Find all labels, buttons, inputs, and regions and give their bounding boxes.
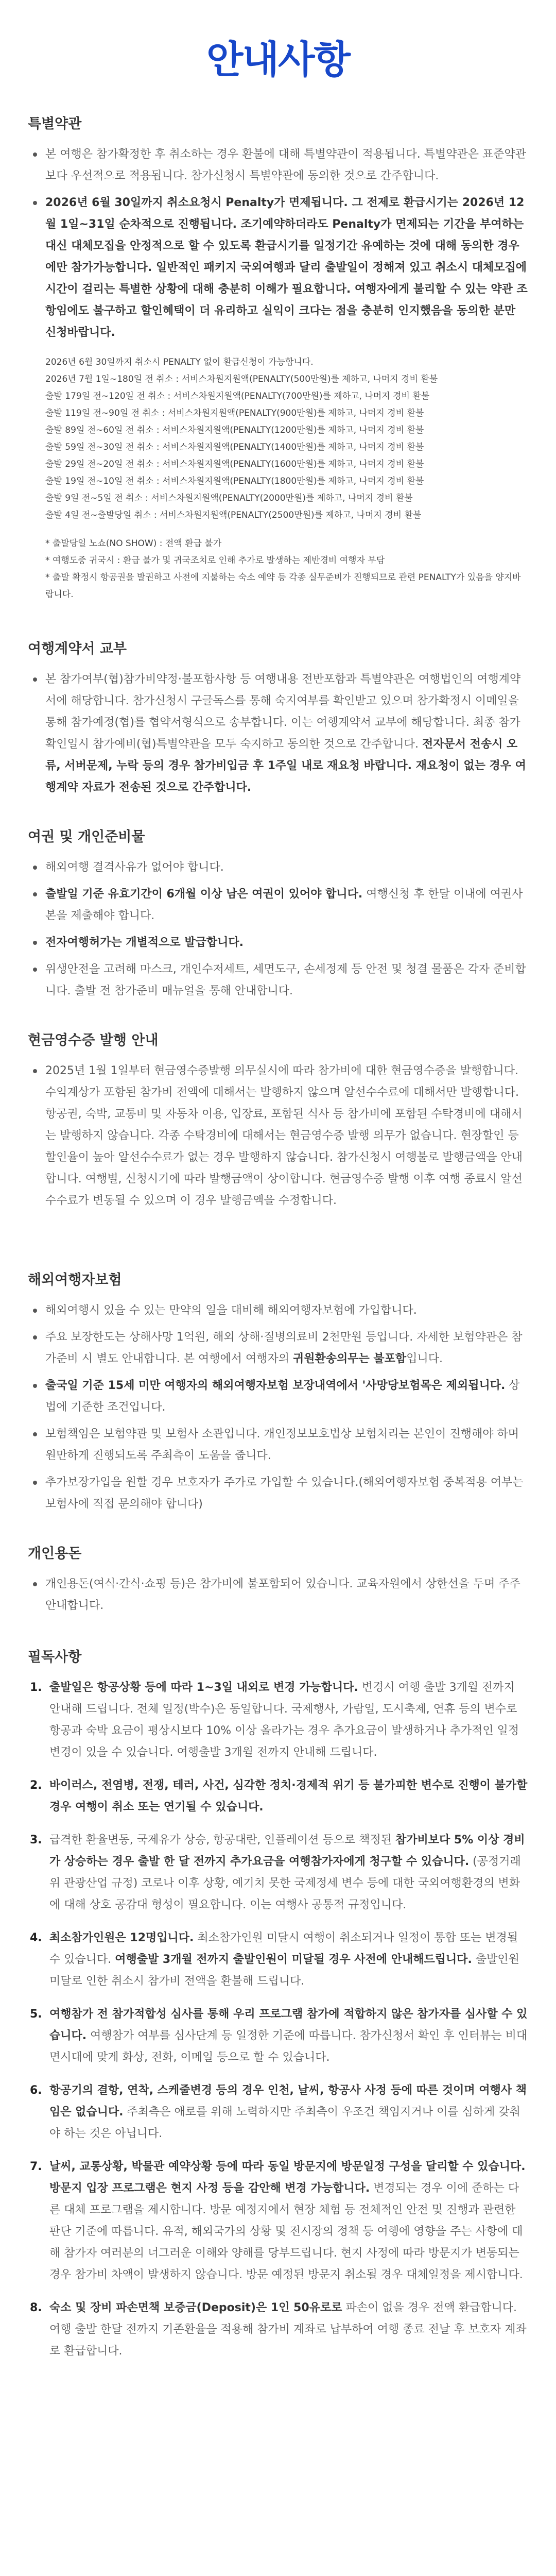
list-item (28, 2297, 528, 2362)
section-title: 현금영수증 발행 안내 (28, 1032, 159, 1048)
item-text-strong: 항공기의 결항, 연착, 스케줄변경 등의 경우 인천, 날씨, 항공사 사정 등에 따른 것이며 여행사 책임은 없습니다. (49, 2084, 527, 2119)
penalty-line: 출발 9일 전~5일 전 취소 : 서비스차원지원액(PENALTY(2000만원)를 제하고, 나머지 경비 환불 (45, 493, 413, 503)
item-text-strong: 여행참가 전 참가적합성 심사를 통해 우리 프로그램 참가에 적합하지 않은 참가자를 심사할 수 있습니다. (49, 2008, 528, 2042)
list-item (28, 1423, 528, 1467)
item-text: 최소참가인원 미달시 여행이 취소되거나 일정이 통합 또는 변경될 수 있습니다. (49, 1931, 518, 1966)
section-personal-money (28, 1542, 528, 1617)
bullet-list (28, 1573, 528, 1617)
item-text-strong: 최소참가인원은 12명입니다. (49, 1931, 194, 1944)
bullet-text: 추가보장가입을 원할 경우 보호자가 주가로 가입할 수 있습니다.(해외여행자보험 중복적용 여부는 보험사에 직접 문의해야 합니다) (45, 1476, 524, 1511)
item-number: 1. (30, 1681, 42, 1694)
numbered-list (28, 1677, 528, 2362)
penalty-line: 출발 4일 전~출발당일 취소 : 서비스차원지원액(PENALTY(2500만원)를 제하고, 나머지 경비 환불 (45, 510, 422, 520)
item-text: 주최측은 애로를 위해 노력하지만 주최측이 우조건 책임지거나 이를 심하게 갖춰야 하는 것은 아닙니다. (49, 2106, 520, 2140)
bullet-list (28, 144, 528, 344)
list-item (28, 1472, 528, 1515)
section-title: 특별약관 (28, 116, 82, 132)
bullet-text: 해외여행시 있을 수 있는 만약의 일을 대비해 해외여행자보험에 가입합니다. (45, 1304, 417, 1317)
special-notes (28, 535, 528, 603)
penalty-line: 2026년 6월 30일까지 취소시 PENALTY 없이 환급신청이 가능합니다. (45, 357, 314, 367)
item-text-strong: 여행출발 3개월 전까지 출발인원이 미달될 경우 사전에 안내해드립니다. (115, 1953, 472, 1966)
item-text-strong: 출발일은 항공상황 등에 따라 1~3일 내외로 변경 가능합니다. (49, 1681, 358, 1694)
bullet-text-strong: 전자여행허가는 개별적으로 발급합니다. (45, 936, 244, 949)
list-item (28, 2004, 528, 2069)
list-item (28, 1775, 528, 1818)
item-text: 급격한 환율변동, 국제유가 상승, 항공대란, 인플레이션 등으로 책정된 (49, 1834, 395, 1846)
list-item (28, 192, 528, 344)
penalty-line: 출발 89일 전~60일 전 취소 : 서비스차원지원액(PENALTY(1200만원)를 제하고, 나머지 경비 환불 (45, 425, 424, 435)
penalty-line: 출발 29일 전~20일 전 취소 : 서비스차원지원액(PENALTY(1600만원)를 제하고, 나머지 경비 환불 (45, 459, 424, 469)
item-number: 4. (30, 1931, 42, 1944)
item-number: 5. (30, 2008, 42, 2021)
item-number: 6. (30, 2084, 42, 2097)
bullet-text: 2026년 6월 30일까지 취소요청시 Penalty가 면제됩니다. 그 전제로 환급시기는 2026년 12월 1일~31일 순차적으로 진행됩니다. 조기예약하더라도 Penalty가 면제되는 기간을 부여하는 대신 대체모집을 안정적으로 할 수 있도록 환급시기를 일정기간 유예하는 것에 대해 동의한 경우에만 참가가능합니다. 일반적인 패키지 국외여행과 달리 출발일이 정해져 있고 취소시 대체모집에 시간이 걸리는 특별한 상황에 대해 충분히 이해가 필요합니다. 여행자에게 불리할 수 있는 약관 조항임에도 불구하고 할인혜택이 더 유리하고 실익이 크다는 점을 충분히 인지했음을 동의한 분만 신청바랍니다. (45, 196, 528, 339)
bullet-text: 개인용돈(여식·간식·쇼핑 등)은 참가비에 불포함되어 있습니다. 교육자원에서 상한선을 두며 주주 안내합니다. (45, 1578, 520, 1612)
penalty-line: 출발 19일 전~10일 전 취소 : 서비스차원지원액(PENALTY(1800만원)를 제하고, 나머지 경비 환불 (45, 476, 424, 486)
list-item (28, 1327, 528, 1370)
item-text: 파손이 없을 경우 전액 환급합니다. 여행 출발 한달 전까지 기존환율을 적용해 참가비 계좌로 납부하여 여행 종료 전날 후 보호자 계좌로 환급합니다. (49, 2301, 527, 2358)
section-title: 해외여행자보험 (28, 1272, 122, 1288)
note-line: * 출발당일 노쇼(NO SHOW) : 전액 환급 불가 (45, 538, 222, 549)
bullet-text: 주요 보장한도는 상해사망 1억원, 해외 상해·질병의료비 2천만원 등입니다. 자세한 보험약관은 참가준비 시 별도 안내합니다. 본 여행에서 여행자의 (45, 1331, 523, 1365)
penalty-line: 출발 119일 전~90일 전 취소 : 서비스차원지원액(PENALTY(900만원)를 제하고, 나머지 경비 환불 (45, 408, 424, 418)
item-text: (공정거래위 관광산업 규정) 코로나 이후 상황, 예기치 못한 국제정세 변수 등에 대한 국외여행환경의 변화에 대해 상호 공감대 형성이 필요합니다. 이는 여행사 공통적 규정입니다. (49, 1855, 521, 1911)
section-receipt (28, 1029, 528, 1212)
page-header (28, 0, 528, 113)
bullet-text: 위생안전을 고려해 마스크, 개인수저세트, 세면도구, 손세정제 등 안전 및 청결 물품은 각자 준비합니다. 출발 전 참가준비 매뉴얼을 통해 안내합니다. (45, 963, 526, 997)
bullet-list (28, 669, 528, 799)
list-item (28, 884, 528, 927)
note-line: * 출발 확정시 항공권을 발권하고 사전에 지불하는 숙소 예약 등 각종 실무준비가 진행되므로 관련 PENALTY가 있음을 양지바랍니다. (45, 572, 521, 600)
list-item (28, 932, 528, 954)
penalty-line: 출발 179일 전~120일 전 취소 : 서비스차원지원액(PENALTY(700만원)를 제하고, 나머지 경비 환불 (45, 391, 430, 401)
section-title: 여행계약서 교부 (28, 641, 127, 657)
bullet-list (28, 1300, 528, 1515)
section-passport (28, 825, 528, 1002)
list-item (28, 2080, 528, 2145)
list-item (28, 1300, 528, 1321)
bullet-text-strong: 출발일 기준 유효기간이 6개월 이상 남은 여권이 있어야 합니다. (45, 888, 363, 901)
bullet-text: 입니다. (406, 1352, 443, 1365)
bullet-text: 본 참가여부(협)참가비약정·불포함사항 등 여행내용 전반포함과 특별약관은 여행법인의 여행계약서에 해당합니다. 참가신청시 구글독스를 통해 숙지여부를 확인받고 있으며 참가확정시 이메일을 통해 참가예정(협)를 협약서형식으로 송부합니다. 이는 여행계약서 교부에 해당합니다. 최종 참가확인일시 참가예비(협)특별약관을 모두 숙지하고 동의한 것으로 간주합니다. (45, 673, 521, 751)
bullet-text: 2025년 1월 1일부터 현금영수증발행 의무실시에 따라 참가비에 대한 현금영수증을 발행합니다. 수익계상가 포함된 참가비 전액에 대해서는 발행하지 않으며 알선수수료에 대해서만 발행합니다. 항공권, 숙박, 교통비 및 자동차 이용, 입장료, 포함된 식사 등 참가비에 포함된 수탁경비에 대해서는 발행하지 않습니다. 각종 수탁경비에 대해서는 현금영수증 발행 의무가 없습니다. 현장할인 등 할인율이 높아 알선수수료가 없는 경우 발행하지 않습니다. 참가신청시 여행불로 발행금액을 안내합니다. 여행별, 신청시기에 따라 발행금액이 상이합니다. 현금영수증 발행 이후 여행 종료시 알선수수료가 변동될 수 있으며 이 경우 발행금액을 수정합니다. (45, 1064, 523, 1207)
list-item (28, 669, 528, 799)
list-item (28, 1829, 528, 1916)
page-title: 안내사항 (206, 38, 350, 82)
section-title: 필독사항 (28, 1649, 82, 1665)
item-text: 변경시 여행 출발 3개월 전까지 안내해 드립니다. 전체 일정(박수)은 동일합니다. 국제행사, 가람일, 도시축제, 연휴 등의 변수로 항공과 숙박 요금이 평상시보다 10% 이상 올라가는 경우 추가요금이 발생하거나 추가적인 일정변경이 있을 수 있습니다. 여행출발 3개월 전까지 안내해 드립니다. (49, 1681, 519, 1759)
penalty-schedule (28, 354, 528, 524)
bullet-text-strong: 전자문서 전송시 오류, 서버문제, 누락 등의 경우 참가비입금 후 1주일 내로 재요청 바랍니다. 재요청이 없는 경우 여행계약 자료가 전송된 것으로 간주합니다. (45, 738, 526, 794)
item-text: 여행참가 여부를 심사단계 등 일정한 기준에 따릅니다. 참가신청서 확인 후 인터뷰는 비대면시대에 맞게 화상, 전화, 이메일 등으로 할 수 있습니다. (49, 2029, 528, 2064)
penalty-line: 2026년 7월 1일~180일 전 취소 : 서비스차원지원액(PENALTY(500만원)를 제하고, 나머지 경비 환불 (45, 374, 438, 384)
list-item (28, 857, 528, 878)
item-text-strong: 바이러스, 전염병, 전쟁, 테러, 사건, 심각한 정치·경제적 위기 등 불가피한 변수로 진행이 불가할 경우 여행이 취소 또는 연기될 수 있습니다. (49, 1779, 528, 1814)
section-insurance (28, 1268, 528, 1515)
list-item (28, 1375, 528, 1418)
bullet-text: 해외여행 결격사유가 없어야 합니다. (45, 861, 224, 874)
section-contract (28, 637, 528, 799)
bullet-text: 본 여행은 참가확정한 후 취소하는 경우 환불에 대해 특별약관이 적용됩니다. 특별약관은 표준약관보다 우선적으로 적용됩니다. 참가신청시 특별약관에 동의한 것으로 간주합니다. (45, 148, 527, 182)
bullet-text-strong: 출국일 기준 15세 미만 여행자의 해외여행자보험 보장내역에서 '사망당보험목은 제외됩니다. (45, 1379, 506, 1392)
list-item (28, 1060, 528, 1212)
section-title: 개인용돈 (28, 1546, 82, 1562)
section-must-read (28, 1646, 528, 2362)
item-text-strong: 참가비보다 5% 이상 경비가 상승하는 경우 출발 한 달 전까지 추가요금을 여행참가자에게 청구할 수 있습니다. (49, 1834, 525, 1868)
item-text: 변경되는 경우 이에 준하는 다른 대체 프로그램을 제시합니다. 방문 예정지에서 현장 체험 등 전체적인 안전 및 진행과 관련한 판단 기준에 따릅니다. 유적, 해외국가의 상황 및 전시장의 정책 등 여행에 영향을 주는 사항에 대해 참가자 여러분의 너그러운 이해와 양해를 당부드립니다. 현지 사정에 따라 방문지가 변동되는 경우 참가비 차액이 발생하지 않습니다. 방문 예정된 방문지 취소될 경우 대체일정을 제시합니다. (49, 2182, 523, 2281)
bullet-text: 상법에 기준한 조건입니다. (45, 1379, 520, 1414)
item-number: 8. (30, 2301, 42, 2314)
item-text: 출발인원 미달로 인한 취소시 참가비 전액을 환불해 드립니다. (49, 1953, 519, 1988)
item-number: 7. (30, 2160, 42, 2173)
bullet-text: 보험책임은 보험약관 및 보험사 소관입니다. 개인정보보호법상 보험처리는 본인이 진행해야 하며 원만하게 진행되도록 주최측이 도움을 줍니다. (45, 1428, 519, 1462)
bullet-list (28, 1060, 528, 1212)
bullet-text-strong: 귀원환송의무는 불포함 (293, 1352, 407, 1365)
list-item (28, 1677, 528, 1764)
list-item (28, 1927, 528, 1992)
list-item (28, 1573, 528, 1617)
item-text-strong: 날씨, 교통상황, 박물관 예약상황 등에 따라 동일 방문지에 방문일정 구성을 달리할 수 있습니다. 방문지 입장 프로그램은 현지 사정 등을 감안해 변경 가능합니다. (49, 2160, 526, 2195)
item-number: 3. (30, 1834, 42, 1846)
list-item (28, 144, 528, 187)
bullet-list (28, 857, 528, 1002)
list-item (28, 959, 528, 1002)
section-title: 여권 및 개인준비물 (28, 829, 145, 845)
bullet-text: 여행신청 후 한달 이내에 여권사본을 제출해야 합니다. (45, 888, 523, 922)
list-item (28, 2156, 528, 2286)
item-number: 2. (30, 1779, 42, 1792)
section-special-terms (28, 112, 528, 603)
note-line: * 여행도중 귀국시 : 환급 불가 및 귀국조치로 인해 추가로 발생하는 제반경비 여행자 부담 (45, 555, 385, 566)
item-text-strong: 숙소 및 장비 파손면책 보증금(Deposit)은 1인 50유로로 (49, 2301, 342, 2314)
penalty-line: 출발 59일 전~30일 전 취소 : 서비스차원지원액(PENALTY(1400만원)를 제하고, 나머지 경비 환불 (45, 442, 424, 452)
